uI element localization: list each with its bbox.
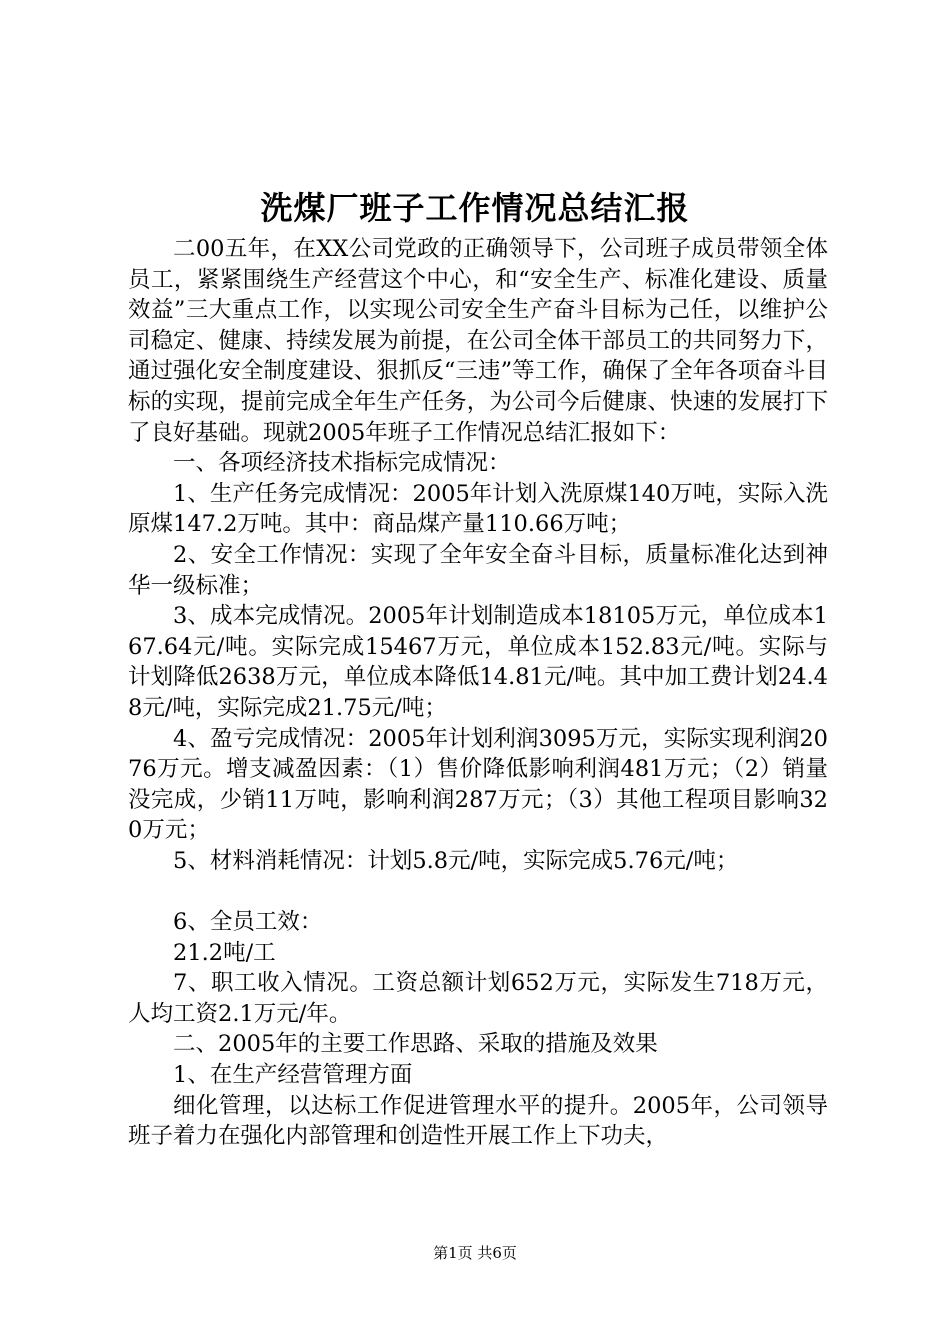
- section-heading-indicators: 一、各项经济技术指标完成情况：: [173, 450, 511, 477]
- paragraph-profit: 4、盈亏完成情况：2005年计划利润3095万元，实际实现利润2076万元。增支减盈因素：（1）售价降低影响利润481万元；（2）销量没完成，少销11万吨，影响利润287万元；（3）其他工程项目影响320万元；: [128, 725, 828, 844]
- paragraph-safety: 2、安全工作情况：实现了全年安全奋斗目标，质量标准化达到神华一级标准；: [128, 541, 828, 599]
- paragraph-income: 7、职工收入情况。工资总额计划652万元，实际发生718万元，人均工资2.1万元/年。: [128, 970, 828, 1027]
- paragraph-management: 细化管理，以达标工作促进管理水平的提升。2005年，公司领导班子着力在强化内部管理和创造性开展工作上下功夫，: [128, 1092, 828, 1150]
- document-title: 洗煤厂班子工作情况总结汇报: [260, 189, 690, 227]
- paragraph-efficiency: 6、全员工效：: [173, 909, 323, 936]
- paragraph-production: 1、生产任务完成情况：2005年计划入洗原煤140万吨，实际入洗原煤147.2万吨。其中：商品煤产量110.66万吨；: [128, 480, 828, 538]
- paragraph-cost: 3、成本完成情况。2005年计划制造成本18105万元，单位成本167.64元/吨。实际完成15467万元，单位成本152.83元/吨。实际与计划降低2638万元，单位成本降低14.81元/吨。其中加工费计划24.48元/吨，实际完成21.75元/吨；: [128, 603, 828, 721]
- paragraph-intro: 二00五年，在XX公司党政的正确领导下，公司班子成员带领全体员工，紧紧围绕生产经营这个中心，和“安全生产、标准化建设、质量效益”三大重点工作，以实现公司安全生产奋斗目标为己任，以维护公司稳定、健康、持续发展为前提，在公司全体干部员工的共同努力下，通过强化安全制度建设、狠抓反“三违”等工作，确保了全年各项奋斗目标的实现，提前完成全年生产任务，为公司今后健康、快速的发展打下了良好基础。现就2005年班子工作情况总结汇报如下：: [128, 236, 828, 446]
- document-body: [128, 234, 828, 1152]
- subheading-management: 1、在生产经营管理方面: [173, 1062, 413, 1089]
- blank-line: [128, 876, 828, 907]
- paragraph-materials: 5、材料消耗情况：计划5.8元/吨，实际完成5.76元/吨；: [173, 847, 739, 874]
- section-heading-measures: 二、2005年的主要工作思路、采取的措施及效果: [173, 1031, 658, 1058]
- paragraph-efficiency-value: 21.2吨/工: [173, 939, 276, 966]
- page-footer: 第1页 共6页: [433, 1244, 517, 1262]
